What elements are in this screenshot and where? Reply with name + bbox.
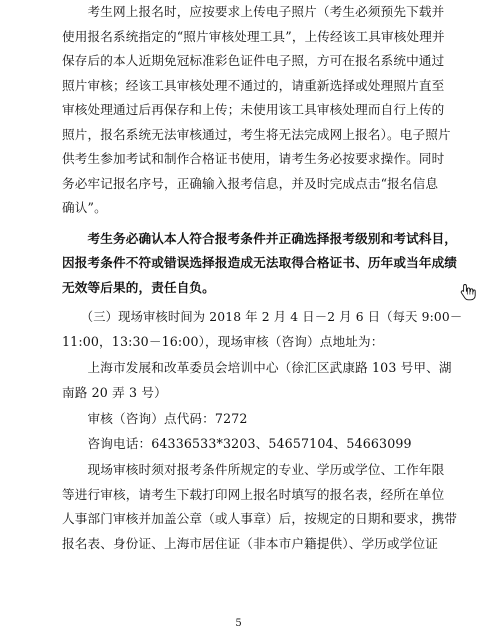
text-line: 务必牢记报名序号，正确输入报考信息，并及时完成点击“报名信息 xyxy=(62,175,439,191)
text-line: 因报考条件不符或错误选择报造成无法取得合格证书、历年或当年成绩 xyxy=(62,255,458,270)
text-line: 照片审核；经该工具审核处理不通过的，请重新选择或处理照片直至 xyxy=(62,77,445,93)
page-number: 5 xyxy=(235,618,242,629)
text-line: 报名表、身份证、上海市居住证（非本市户籍提供）、学历或学位证 xyxy=(62,535,439,551)
text-line: 考生务必确认本人符合报考条件并正确选择报考级别和考试科目， xyxy=(62,230,458,246)
text-line: 确认”。 xyxy=(62,200,107,215)
text-line: 咨询电话：64336533*3203、54657104、54663099 xyxy=(62,435,412,451)
text-line: 保存后的本人近期免冠标准彩色证件电子照，方可在报名系统中通过 xyxy=(62,53,445,68)
text-line: 审核处理通过后再保存和上传；未使用该工具审核处理而自行上传的 xyxy=(62,102,445,117)
text-line: 等进行审核，请考生下载打印网上报名时填写的报名表，经所在单位 xyxy=(62,486,445,502)
text-line: 南路 20 弄 3 号） xyxy=(62,384,167,400)
text-line: 审核（咨询）点代码：7272 xyxy=(62,411,248,426)
text-line: 使用报名系统指定的“照片审核处理工具”，上传经该工具审核处理并 xyxy=(62,28,445,44)
text-line: 照片，报名系统无法审核通过，考生将无法完成网上报名）。电子照片 xyxy=(62,126,451,142)
text-line: 考生网上报名时，应按要求上传电子照片（考生必须预先下载并 xyxy=(62,4,445,19)
text-line: （三）现场审核时间为 2018 年 2 月 4 日－2 月 6 日（每天 9:00－ xyxy=(62,310,463,324)
text-line: 上海市发展和改革委员会培训中心（徐汇区武康路 103 号甲、湖 xyxy=(62,360,452,375)
text-line: 人事部门审核并加盖公章（或人事章）后，按规定的日期和要求，携带 xyxy=(62,511,458,526)
text-line: 现场审核时须对报考条件所规定的专业、学历或学位、工作年限 xyxy=(62,462,445,477)
text-line: 11:00，13:30－16:00），现场审核（咨询）点地址为： xyxy=(62,333,384,349)
hand-cursor-icon xyxy=(460,283,476,301)
text-line: 无效等后果的，责任自负。 xyxy=(62,279,215,295)
text-line: 供考生参加考试和制作合格证书使用，请考生务必按要求操作。同时 xyxy=(62,151,445,166)
